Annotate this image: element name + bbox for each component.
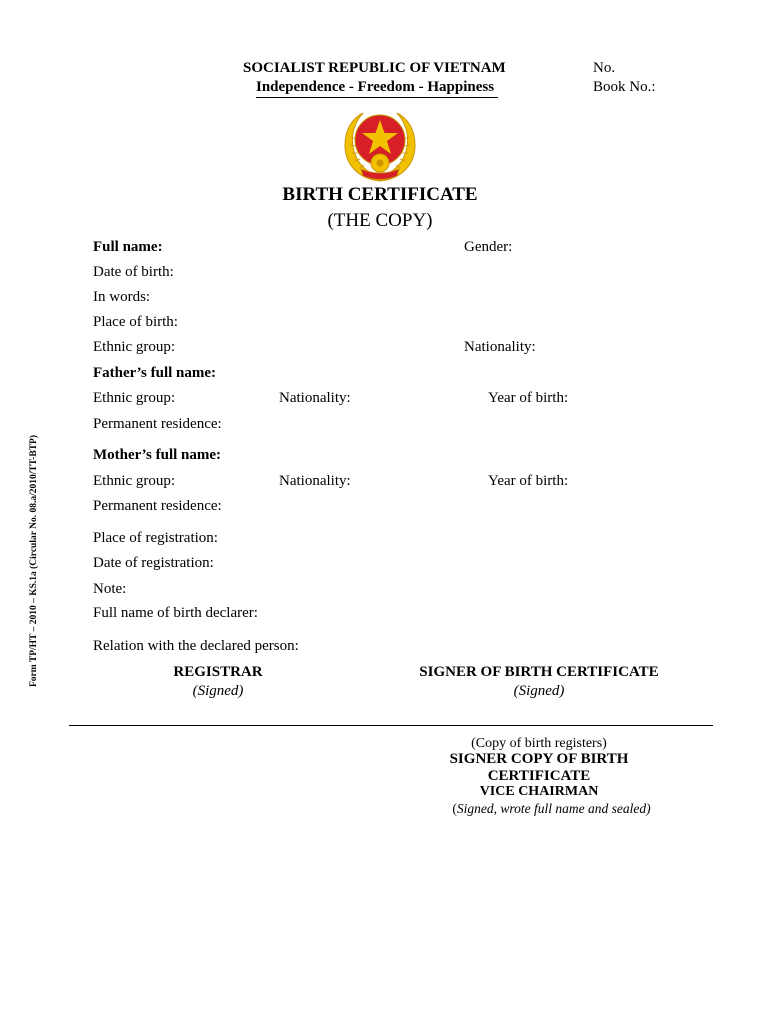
country-name: SOCIALIST REPUBLIC OF VIETNAM [243,60,506,76]
in-words-label: In words: [93,289,151,305]
number-label: No. [593,60,616,76]
vice-chairman-title: VICE CHAIRMAN [479,784,599,799]
mother-residence-label: Permanent residence: [93,498,222,514]
copy-signature-note: (Signed, wrote full name and sealed) [452,801,651,816]
document-title: BIRTH CERTIFICATE [282,184,478,205]
copy-signer-title-line1: SIGNER COPY OF BIRTH [449,751,629,767]
place-of-birth-label: Place of birth: [93,314,178,330]
document-subtitle: (THE COPY) [327,210,433,231]
section-divider [69,725,713,726]
relation-label: Relation with the declared person: [93,638,299,654]
father-nationality-label: Nationality: [279,390,351,406]
national-emblem-icon [341,107,419,185]
birth-declarer-label: Full name of birth declarer: [93,605,258,621]
signer-title: SIGNER OF BIRTH CERTIFICATE [419,664,659,680]
copy-signer-title-line2: CERTIFICATE [487,768,591,784]
registrar-title: REGISTRAR [173,664,263,680]
book-number-label: Book No.: [593,79,656,95]
registrar-signed: (Signed) [192,683,244,699]
father-year-of-birth-label: Year of birth: [488,390,569,406]
nationality-label: Nationality: [464,339,536,355]
mother-ethnic-group-label: Ethnic group: [93,473,176,489]
signer-signed: (Signed) [513,683,565,699]
full-name-label: Full name: [93,239,163,255]
mother-year-of-birth-label: Year of birth: [488,473,569,489]
father-residence-label: Permanent residence: [93,416,222,432]
father-ethnic-group-label: Ethnic group: [93,390,176,406]
note-label: Note: [93,581,127,597]
place-of-registration-label: Place of registration: [93,530,218,546]
mother-nationality-label: Nationality: [279,473,351,489]
form-reference-note: Form TP/HT – 2010 – KS.1a (Circular No. 08.a/2010/TT-BTP) [29,434,39,688]
national-motto: Independence - Freedom - Happiness [256,79,498,98]
gender-label: Gender: [464,239,513,255]
date-of-registration-label: Date of registration: [93,555,214,571]
ethnic-group-label: Ethnic group: [93,339,176,355]
copy-source-note: (Copy of birth registers) [471,736,607,751]
father-full-name-label: Father’s full name: [93,365,217,381]
date-of-birth-label: Date of birth: [93,264,174,280]
mother-full-name-label: Mother’s full name: [93,447,222,463]
